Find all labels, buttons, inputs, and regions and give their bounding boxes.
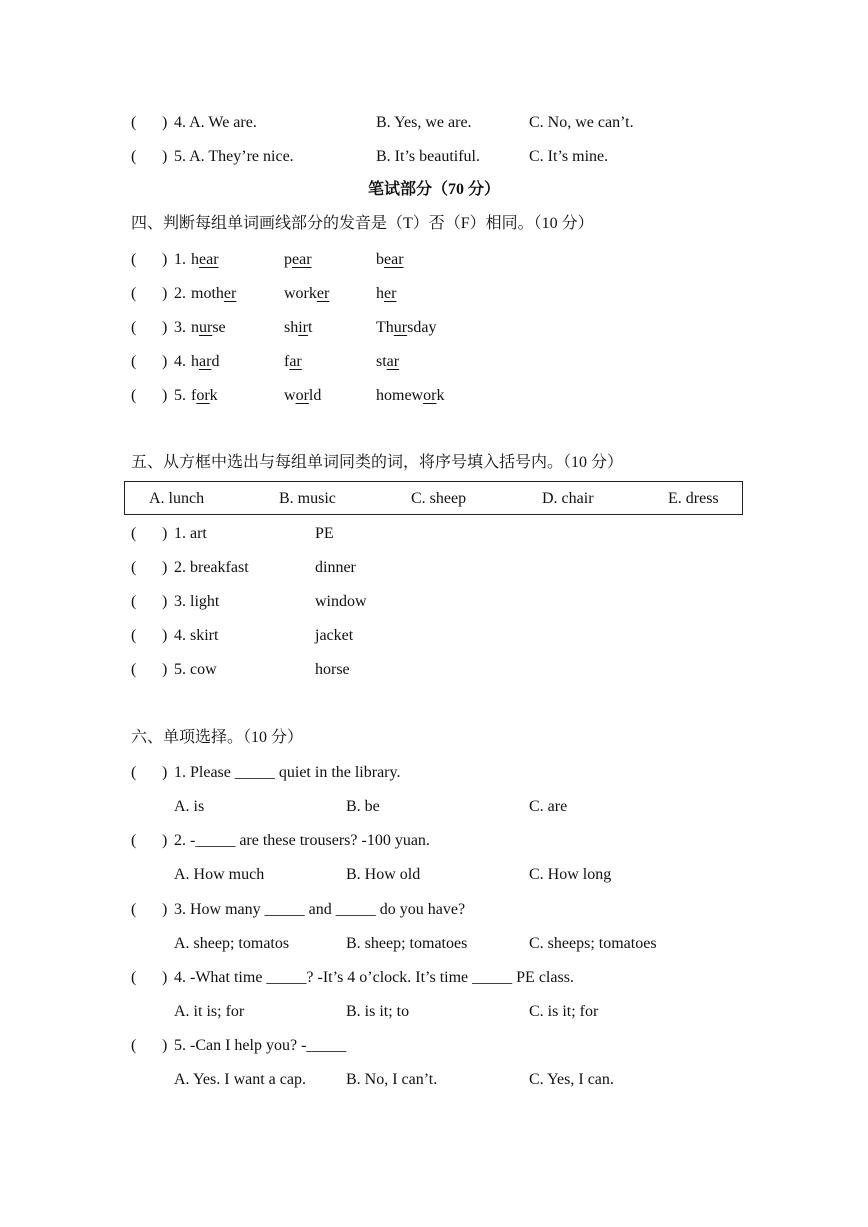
pronunciation-item: [0, 351, 868, 373]
option-b[interactable]: B. is it; to: [346, 1003, 410, 1020]
answer-paren-open[interactable]: (: [131, 593, 137, 610]
option-a[interactable]: A. Yes. I want a cap.: [174, 1071, 306, 1088]
word-options-box: [124, 481, 743, 515]
option-c: C. No, we can’t.: [529, 114, 634, 131]
answer-paren-close: ): [162, 387, 168, 404]
word: world: [284, 387, 322, 404]
paired-word: window: [315, 593, 367, 610]
choice-options: [0, 933, 868, 955]
classify-item: [0, 625, 868, 647]
answer-paren-close: ): [162, 559, 168, 576]
underlined-part: ar: [386, 353, 400, 370]
option-c-sheep: C. sheep: [411, 490, 467, 507]
answer-paren-close: ): [162, 832, 168, 849]
section5-title: [0, 452, 868, 474]
word: hear: [191, 251, 219, 268]
option-c[interactable]: C. are: [529, 798, 568, 815]
classify-item: [0, 659, 868, 681]
option-a-lunch: A. lunch: [149, 490, 205, 507]
word: pear: [284, 251, 312, 268]
answer-paren-close: ): [162, 1037, 168, 1054]
answer-paren-close: ): [162, 627, 168, 644]
underlined-part: ur: [199, 319, 213, 336]
question-word: 5. cow: [174, 661, 217, 678]
section4-title: [0, 213, 868, 235]
answer-paren-open[interactable]: (: [131, 661, 137, 678]
option-a: 4. A. We are.: [174, 114, 257, 131]
question-text: 4. -What time _____? -It’s 4 o’clock. It’s time _____ PE class.: [174, 969, 574, 986]
answer-paren-close: ): [162, 148, 168, 165]
question-word: 4. skirt: [174, 627, 219, 644]
question-text: 1. Please _____ quiet in the library.: [174, 764, 401, 781]
underlined-part: er: [316, 285, 330, 302]
word: worker: [284, 285, 330, 302]
classify-item: [0, 591, 868, 613]
answer-paren-open[interactable]: (: [131, 901, 137, 918]
answer-paren-open[interactable]: (: [131, 627, 137, 644]
underlined-part: ur: [393, 319, 408, 336]
answer-paren-close: ): [162, 114, 168, 131]
option-b: B. It’s beautiful.: [376, 148, 480, 165]
pronunciation-item: [0, 283, 868, 305]
word: her: [376, 285, 397, 302]
word: mother: [191, 285, 237, 302]
answer-paren-close: ): [162, 764, 168, 781]
option-c[interactable]: C. Yes, I can.: [529, 1071, 614, 1088]
underlined-part: er: [384, 285, 397, 302]
pronunciation-item: [0, 317, 868, 339]
answer-paren-close: ): [162, 251, 168, 268]
answer-paren-close: ): [162, 901, 168, 918]
underlined-part: ir: [298, 319, 309, 336]
answer-paren-open[interactable]: (: [131, 285, 137, 302]
choice-options: [0, 796, 868, 818]
answer-paren-close: ): [162, 353, 168, 370]
paired-word: PE: [315, 525, 334, 542]
section6-title-text: 六、单项选择。（10 分）: [131, 729, 304, 746]
section4-title-text: 四、判断每组单词画线部分的发音是（T）否（F）相同。（10 分）: [131, 215, 594, 232]
word: fork: [191, 387, 218, 404]
section6-title: [0, 727, 868, 749]
option-b: B. Yes, we are.: [376, 114, 472, 131]
underlined-part: ar: [199, 353, 212, 370]
option-c: C. It’s mine.: [529, 148, 609, 165]
answer-paren-open[interactable]: (: [131, 832, 137, 849]
option-c[interactable]: C. is it; for: [529, 1003, 599, 1020]
answer-paren-open[interactable]: (: [131, 1037, 137, 1054]
option-a[interactable]: A. How much: [174, 866, 265, 883]
written-section-header: 笔试部分（70 分）: [367, 181, 500, 198]
classify-item: [0, 557, 868, 579]
listening-item-5: [0, 146, 868, 168]
choice-question: [0, 762, 868, 784]
section5-title-text: 五、从方框中选出与每组单词同类的词，将序号填入括号内。（10 分）: [131, 454, 624, 471]
paired-word: dinner: [315, 559, 356, 576]
underlined-part: ear: [199, 251, 219, 268]
paired-word: jacket: [315, 627, 354, 644]
item-number: 4.: [174, 353, 186, 370]
word: Thursday: [376, 319, 437, 336]
answer-paren-close: ): [162, 525, 168, 542]
answer-paren-close: ): [162, 319, 168, 336]
item-number: 2.: [174, 285, 186, 302]
choice-options: [0, 864, 868, 886]
answer-paren-close: ): [162, 661, 168, 678]
option-b-music: B. music: [279, 490, 336, 507]
answer-paren-open[interactable]: (: [131, 525, 137, 542]
option-e-dress: E. dress: [668, 490, 719, 507]
underlined-part: ear: [384, 251, 404, 268]
item-number: 5.: [174, 387, 186, 404]
underlined-part: or: [423, 387, 437, 404]
answer-paren-open[interactable]: (: [131, 969, 137, 986]
underlined-part: ear: [292, 251, 312, 268]
item-number: 3.: [174, 319, 186, 336]
word: hard: [191, 353, 220, 370]
answer-paren-close: ): [162, 969, 168, 986]
underlined-part: or: [196, 387, 210, 404]
answer-paren-open[interactable]: (: [131, 387, 137, 404]
choice-question: [0, 1035, 868, 1057]
option-a[interactable]: A. is: [174, 798, 205, 815]
question-text: 3. How many _____ and _____ do you have?: [174, 901, 466, 918]
listening-item-4: [0, 112, 868, 134]
answer-paren-open[interactable]: (: [131, 251, 137, 268]
option-c[interactable]: C. sheeps; tomatoes: [529, 935, 657, 952]
word: star: [376, 353, 400, 370]
item-number: 1.: [174, 251, 186, 268]
choice-question: [0, 899, 868, 921]
option-b[interactable]: B. sheep; tomatoes: [346, 935, 468, 952]
question-text: 5. -Can I help you? -_____: [174, 1037, 347, 1054]
word: far: [284, 353, 302, 370]
choice-question: [0, 830, 868, 852]
question-word: 2. breakfast: [174, 559, 249, 576]
option-b[interactable]: B. No, I can’t.: [346, 1071, 438, 1088]
pronunciation-item: [0, 249, 868, 271]
question-word: 3. light: [174, 593, 220, 610]
choice-options: [0, 1069, 868, 1091]
option-a[interactable]: A. sheep; tomatos: [174, 935, 290, 952]
word: nurse: [191, 319, 226, 336]
option-b[interactable]: B. be: [346, 798, 380, 815]
underlined-part: or: [295, 387, 309, 404]
underlined-part: ar: [289, 353, 302, 370]
question-text: 2. -_____ are these trousers? -100 yuan.: [174, 832, 430, 849]
option-a[interactable]: A. it is; for: [174, 1003, 245, 1020]
answer-paren-close: ): [162, 593, 168, 610]
word: homework: [376, 387, 445, 404]
paired-word: horse: [315, 661, 350, 678]
answer-paren-open[interactable]: (: [131, 764, 137, 781]
answer-paren-open[interactable]: (: [131, 353, 137, 370]
answer-paren-open[interactable]: (: [131, 559, 137, 576]
question-word: 1. art: [174, 525, 207, 542]
classify-item: [0, 523, 868, 545]
option-b[interactable]: B. How old: [346, 866, 421, 883]
pronunciation-item: [0, 385, 868, 407]
word: bear: [376, 251, 404, 268]
answer-paren-open: (: [131, 148, 137, 165]
option-a: 5. A. They’re nice.: [174, 148, 294, 165]
choice-question: [0, 967, 868, 989]
option-d-chair: D. chair: [542, 490, 594, 507]
option-c[interactable]: C. How long: [529, 866, 612, 883]
choice-options: [0, 1001, 868, 1023]
answer-paren-close: ): [162, 285, 168, 302]
answer-paren-open: (: [131, 114, 137, 131]
answer-paren-open[interactable]: (: [131, 319, 137, 336]
underlined-part: er: [223, 285, 237, 302]
word: shirt: [284, 319, 313, 336]
